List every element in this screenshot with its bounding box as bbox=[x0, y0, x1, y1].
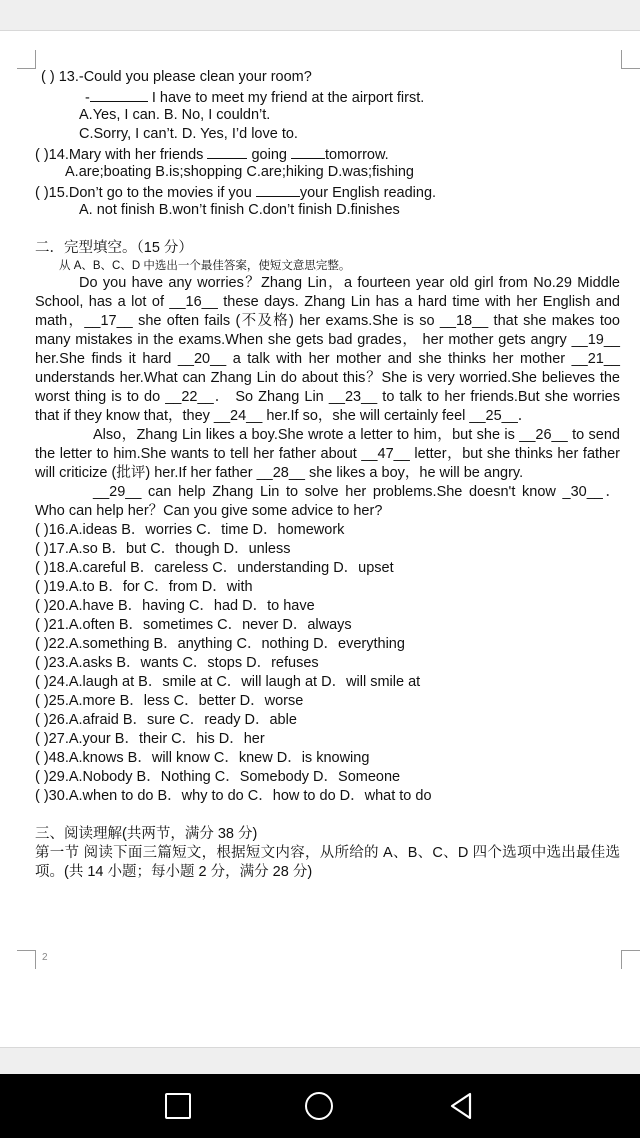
cloze-question-list bbox=[35, 521, 620, 806]
list-item: ( )29.A.Nobody B．Nothing C．Somebody D．Someone bbox=[35, 769, 401, 785]
page-number: 2 bbox=[42, 952, 48, 963]
list-item: ( )24.A.laugh at B．smile at C．will laugh at D．will smile at bbox=[35, 674, 421, 690]
list-item: ( )27.A.your B．their C．his D．her bbox=[35, 731, 265, 747]
list-item: ( )19.A.to B．for C．from D．with bbox=[35, 579, 253, 595]
question-13-options-ab: A.Yes, I can. B. No, I couldn’t. bbox=[79, 107, 271, 123]
section-2-title: 二．完型填空。（15 分） bbox=[35, 240, 193, 256]
page-corner-mark bbox=[621, 50, 640, 69]
list-item: ( )23.A.asks B．wants C．stops D．refuses bbox=[35, 655, 319, 671]
section-2-instruction: 从 A、B、C、D 中选出一个最佳答案，使短文意思完整。 bbox=[59, 260, 351, 272]
list-item: ( )21.A.often B．sometimes C．never D．always bbox=[35, 617, 352, 633]
question-15-options: A. not finish B.won’t finish C.don’t finish D.finishes bbox=[79, 202, 400, 218]
section-3-part-1-instruction: 第一节 阅读下面三篇短文，根据短文内容，从所给的 A、B、C、D 四个选项中选出最佳选项。(共 14 小题；每小题 2 分，满分 28 分) bbox=[35, 845, 620, 880]
list-item: ( )22.A.something B．anything C．nothing D．everything bbox=[35, 636, 405, 652]
question-14-options: A.are;boating B.is;shopping C.are;hiking D.was;fishing bbox=[65, 164, 414, 180]
list-item: ( )20.A.have B．having C．had D．to have bbox=[35, 598, 315, 614]
answer-blank bbox=[291, 144, 325, 159]
question-13-reply: - I have to meet my friend at the airport first. bbox=[35, 87, 620, 106]
answer-blank bbox=[207, 144, 247, 159]
page-corner-mark bbox=[17, 950, 36, 969]
document-content bbox=[35, 68, 620, 882]
list-item: ( )30.A.when to do B．why to do C．how to do D．what to do bbox=[35, 788, 432, 804]
list-item: ( )48.A.knows B．will know C．knew D．is knowing bbox=[35, 750, 370, 766]
page-corner-mark bbox=[621, 950, 640, 969]
answer-blank bbox=[90, 87, 148, 102]
system-navigation-bar bbox=[0, 1074, 640, 1138]
question-15: ( )15.Don’t go to the movies if you your English reading. bbox=[35, 182, 620, 201]
question-13: ( ) 13.-Could you please clean your room? bbox=[41, 69, 312, 85]
home-icon[interactable] bbox=[303, 1090, 335, 1122]
page-corner-mark bbox=[17, 50, 36, 69]
cloze-paragraph-1: Do you have any worries？Zhang Lin，a fourteen year old girl from No.29 Middle School, has a lot of __16__ these days. Zhang Lin has a hard time with her English and math，__17__ she often fails (不及格) her exams.She is so __18__ that she makes too many mistakes in the exams.When she gets bad grades， her mother gets angry __19__ her.She finds it hard __20__ a talk with her mother and she thinks her mother __21__ understands her.What can Zhang Lin do about this？She is very worried.She believes the worst thing is to do __22__． So Zhang Lin __23__ to talk to her friends.But she worries that if they know that，they __24__ her.If so，she will certainly feel __25__． bbox=[35, 275, 620, 424]
list-item: ( )18.A.careful B．careless C．understanding D．upset bbox=[35, 560, 394, 576]
cloze-paragraph-3: __29__ can help Zhang Lin to solve her problems.She doesn't know _30__． Who can help her？Can you give some advice to her? bbox=[35, 484, 620, 519]
list-item: ( )17.A.so B．but C．though D．unless bbox=[35, 541, 291, 557]
cloze-paragraph-2: Also，Zhang Lin likes a boy.She wrote a letter to him，but she is __26__ to send the letter to him.She wants to tell her father about __47__ letter，but she thinks her father will criticize (批评) her.If her father __28__ she likes a boy，he will be angry. bbox=[35, 427, 620, 481]
recent-apps-icon[interactable] bbox=[162, 1090, 194, 1122]
section-3-title: 三、阅读理解(共两节，满分 38 分) bbox=[35, 826, 258, 842]
back-icon[interactable] bbox=[446, 1090, 478, 1122]
answer-blank bbox=[256, 182, 300, 197]
question-13-options-cd: C.Sorry, I can’t. D. Yes, I’d love to. bbox=[79, 126, 298, 142]
list-item: ( )16.A.ideas B．worries C．time D．homework bbox=[35, 522, 345, 538]
question-14: ( )14.Mary with her friends going tomorrow. bbox=[35, 144, 620, 163]
list-item: ( )25.A.more B．less C．better D．worse bbox=[35, 693, 304, 709]
list-item: ( )26.A.afraid B．sure C．ready D．able bbox=[35, 712, 297, 728]
